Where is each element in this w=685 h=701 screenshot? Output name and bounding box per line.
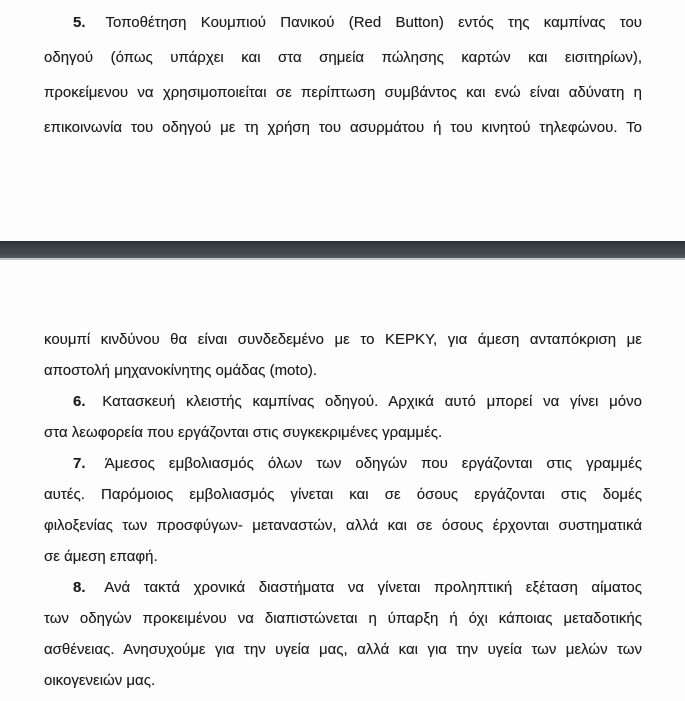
- text-line-content: Ανά τακτά χρονικά διαστήματα να γίνεται προληπτική εξέταση αίματος: [104, 579, 642, 596]
- text-line-content: οδηγού (όπως υπάρχει και στα σημεία πώλησης καρτών και εισιτηρίων),: [44, 49, 642, 66]
- page-break-bar: [0, 241, 685, 260]
- text-line: [44, 479, 642, 510]
- text-line: [44, 5, 642, 40]
- text-line: [44, 541, 642, 572]
- paragraph-number: 6.: [73, 393, 86, 410]
- text-line-content: αυτές. Παρόμοιος εμβολιασμός γίνεται και σε όσους εργάζονται στις δομές: [44, 486, 642, 503]
- page-1-bottom-region: [0, 0, 685, 241]
- text-line-content: των οδηγών προκειμένου να διαπιστώνεται η ύπαρξη ή όχι κάποιας μεταδοτικής: [44, 610, 642, 627]
- text-line: [44, 510, 642, 541]
- text-line: [44, 448, 642, 479]
- text-line-content: προκείμενου να χρησιμοποιείται σε περίπτωση συμβάντος και ενώ είναι αδύνατη η: [44, 84, 642, 101]
- text-line: [44, 603, 642, 634]
- text-line-content: ασθένειας. Ανησυχούμε για την υγεία μας, αλλά και για την υγεία των μελών των: [44, 641, 642, 658]
- text-line: [44, 324, 642, 355]
- text-line: [44, 417, 642, 448]
- text-line: [44, 665, 642, 696]
- text-line-content: αποστολή μηχανοκίνητης ομάδας (moto).: [44, 362, 318, 379]
- page-2-top-region: [0, 260, 685, 696]
- text-line-content: οικογενειών μας.: [44, 672, 156, 689]
- paragraph-5-continuation: [44, 324, 642, 386]
- text-line: [44, 355, 642, 386]
- text-line-content: σε άμεση επαφή.: [44, 548, 158, 565]
- text-line-content: κουμπί κινδύνου θα είναι συνδεδεμένο με το ΚΕΡΚΥ, για άμεση ανταπόκριση με: [44, 331, 642, 348]
- text-line-content: Κατασκευή κλειστής καμπίνας οδηγού. Αρχικά αυτό μπορεί να γίνει μόνο: [102, 393, 642, 410]
- paragraph-8: [44, 572, 642, 696]
- text-line: [44, 386, 642, 417]
- text-line: [44, 110, 642, 145]
- paragraph-6: [44, 386, 642, 448]
- paragraph-7: [44, 448, 642, 572]
- text-line-content: στα λεωφορεία που εργάζονται στις συγκεκριμένες γραμμές.: [44, 424, 443, 441]
- text-line-content: Τοποθέτηση Κουμπιού Πανικού (Red Button) εντός της καμπίνας του: [105, 14, 642, 31]
- text-line: [44, 75, 642, 110]
- text-line: [44, 40, 642, 75]
- paragraph-5: [44, 5, 642, 145]
- text-line-content: επικοινωνία του οδηγού με τη χρήση του ασυρμάτου ή του κινητού τηλεφώνου. Το: [44, 119, 642, 136]
- text-line: [44, 634, 642, 665]
- text-line-content: Άμεσος εμβολιασμός όλων των οδηγών που εργάζονται στις γραμμές: [104, 455, 642, 472]
- paragraph-number: 7.: [73, 455, 86, 472]
- text-line: [44, 572, 642, 603]
- text-line-content: φιλοξενίας των προσφύγων- μεταναστών, αλλά και σε όσους έρχονται συστηματικά: [44, 517, 642, 534]
- paragraph-number: 8.: [73, 579, 86, 596]
- paragraph-number: 5.: [73, 14, 86, 31]
